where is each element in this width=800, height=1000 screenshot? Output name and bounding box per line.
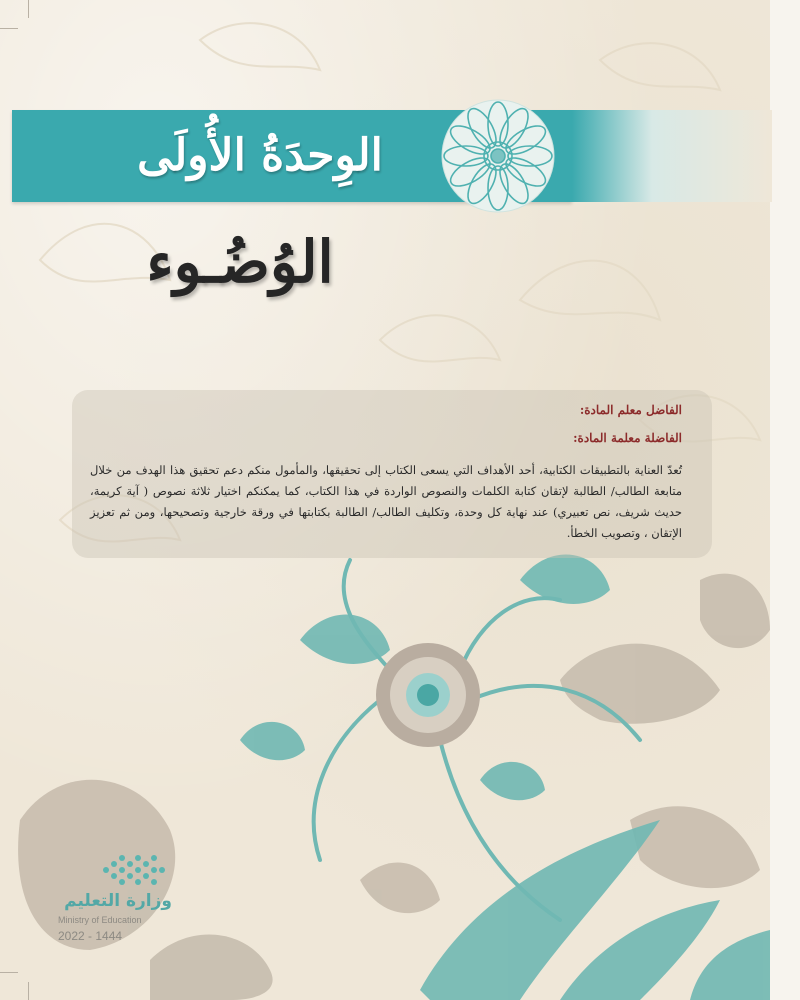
rosette-ornament-icon: [440, 98, 556, 214]
edition-year: 2022 - 1444: [58, 929, 123, 943]
unit-header: [0, 110, 800, 202]
ministry-logo-mark-icon: [100, 850, 166, 890]
unit-title: الوِحدَةُ الأُولَى: [137, 130, 383, 181]
lesson-title: الوُضُـوء: [146, 228, 334, 296]
center-flower: [376, 643, 480, 747]
teacher-note-box: [72, 390, 712, 558]
female-teacher-label: الفاضلة معلمة المادة:: [573, 431, 682, 445]
ministry-name-arabic: وزارة التعليم: [64, 891, 172, 911]
ministry-logo: [52, 850, 172, 970]
unit-title-bar-fade: [572, 110, 772, 202]
male-teacher-label: الفاضل معلم المادة:: [579, 403, 682, 417]
ministry-name-english: Ministry of Education: [58, 915, 142, 925]
teacher-note-body: تُعدّ العناية بالتطبيقات الكتابية، أحد الأهداف التي يسعى الكتاب إلى تحقيقها، والمأمول منكم دعم تحقيق هذا الهدف من خلال متابعة الطالب/ الطالبة لإتقان كتابة الكلمات والنصوص الواردة في هذا الكتاب، كما يمكنكم اختيار ثلاثة نصوص ( آية كريمة، حديث شريف، نص تعبيري) عند نهاية كل وحدة، وتكليف الطالب/ الطالبة بكتابتها في ورقة خارجية وتصحيحها، ومن ثم تعزيز الإتقان ، وتصويب الخطأ.: [90, 463, 683, 540]
